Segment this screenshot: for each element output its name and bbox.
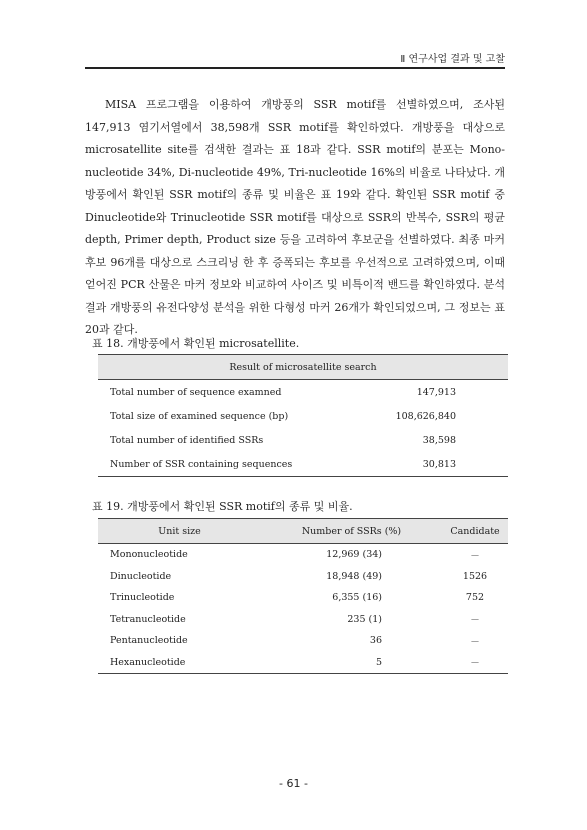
candidate-cell: 1526 bbox=[462, 570, 488, 582]
table-row bbox=[98, 428, 508, 452]
ssr-count-cell: 18,948 (49) bbox=[326, 570, 382, 582]
body-paragraph: MISA 프로그램을 이용하여 개방풍의 SSR motif를 선별하였으며, 조사된 147,913 염기서열에서 38,598개 SSR motif를 확인하였다. 개방풍을 대상으로 microsatellite site를 검색한 결과는 표 18과 같다. SSR motif의 분포는 Mono-nucleotide 34%, Di-nucleotide 49%, Tri-nucleotide 16%의 비율로 나타났다. 개방풍에서 확인된 SSR motif의 종류 및 비율은 표 19와 같다. 확인된 SSR motif 중 Dinucleotide와 Trinucleotide SSR motif를 대상으로 SSR의 반복수, SSR의 평균 depth, Primer depth, Product size 등을 고려하여 후보군을 선별하였다. 최종 마커후보 96개를 대상으로 스크리닝 한 후 증폭되는 후보를 우선적으로 고려하였으며, 이때 얻어진 PCR 산물은 마커 정보와 비교하여 사이즈 및 비특이적 밴드를 확인하였다. 분석 결과 개방풍의 유전다양성 분석을 위한 다형성 마커 26개가 확인되었으며, 그 정보는 표 20과 같다. bbox=[85, 98, 505, 336]
table-row bbox=[98, 587, 508, 609]
page-number: - 61 - bbox=[279, 777, 308, 790]
table-row bbox=[98, 566, 508, 588]
candidate-cell: － bbox=[470, 615, 480, 627]
table-row bbox=[98, 609, 508, 631]
table18-value: 147,913 bbox=[416, 386, 456, 398]
candidate-cell: － bbox=[470, 636, 480, 648]
table-row bbox=[98, 630, 508, 652]
unit-size-cell: Hexanucleotide bbox=[98, 652, 261, 674]
section-title: Ⅱ 연구사업 결과 및 고찰 bbox=[400, 54, 505, 65]
unit-size-cell: Dinucleotide bbox=[110, 570, 172, 582]
table18 bbox=[98, 354, 508, 477]
table-row bbox=[98, 652, 508, 674]
ssr-count-cell: 12,969 (34) bbox=[326, 549, 382, 561]
unit-size-cell: Mononucleotide bbox=[110, 549, 188, 561]
table18-value: 108,626,840 bbox=[395, 410, 456, 422]
table19-header-row bbox=[98, 519, 508, 544]
table-row bbox=[98, 452, 508, 477]
table18-label: Total number of identified SSRs bbox=[110, 434, 264, 446]
table18-value: 30,813 bbox=[357, 452, 508, 477]
page-header bbox=[85, 48, 505, 68]
table-row bbox=[98, 404, 508, 428]
column-header-number-ssrs: Number of SSRs (%) bbox=[261, 519, 442, 544]
candidate-cell: － bbox=[442, 652, 508, 674]
column-header-unit-size: Unit size bbox=[98, 519, 261, 544]
table19 bbox=[98, 518, 508, 674]
table18-label: Total size of examined sequence (bp) bbox=[110, 410, 289, 422]
ssr-count-cell: 235 (1) bbox=[347, 613, 382, 625]
ssr-count-cell: 36 bbox=[369, 635, 382, 647]
table-row bbox=[98, 544, 508, 566]
table18-label: Total number of sequence examned bbox=[110, 386, 282, 398]
table18-title-row bbox=[98, 355, 508, 380]
table18-title: Result of microsatellite search bbox=[98, 355, 508, 380]
table18-value: 38,598 bbox=[422, 434, 456, 446]
candidate-cell: 752 bbox=[465, 592, 485, 604]
unit-size-cell: Tetranucleotide bbox=[110, 613, 186, 625]
body-paragraph-block bbox=[85, 94, 505, 342]
column-header-candidate: Candidate bbox=[442, 519, 508, 544]
table18-label: Number of SSR containing sequences bbox=[98, 452, 357, 477]
unit-size-cell: Trinucleotide bbox=[110, 592, 175, 604]
header-divider bbox=[85, 67, 505, 69]
table-row bbox=[98, 380, 508, 405]
table18-caption: 표 18. 개방풍에서 확인된 microsatellite. bbox=[92, 337, 300, 350]
ssr-count-cell: 5 bbox=[261, 652, 442, 674]
candidate-cell: － bbox=[470, 550, 480, 562]
unit-size-cell: Pentanucleotide bbox=[110, 635, 188, 647]
table19-caption: 표 19. 개방풍에서 확인된 SSR motif의 종류 및 비율. bbox=[92, 500, 353, 513]
ssr-count-cell: 6,355 (16) bbox=[332, 592, 382, 604]
